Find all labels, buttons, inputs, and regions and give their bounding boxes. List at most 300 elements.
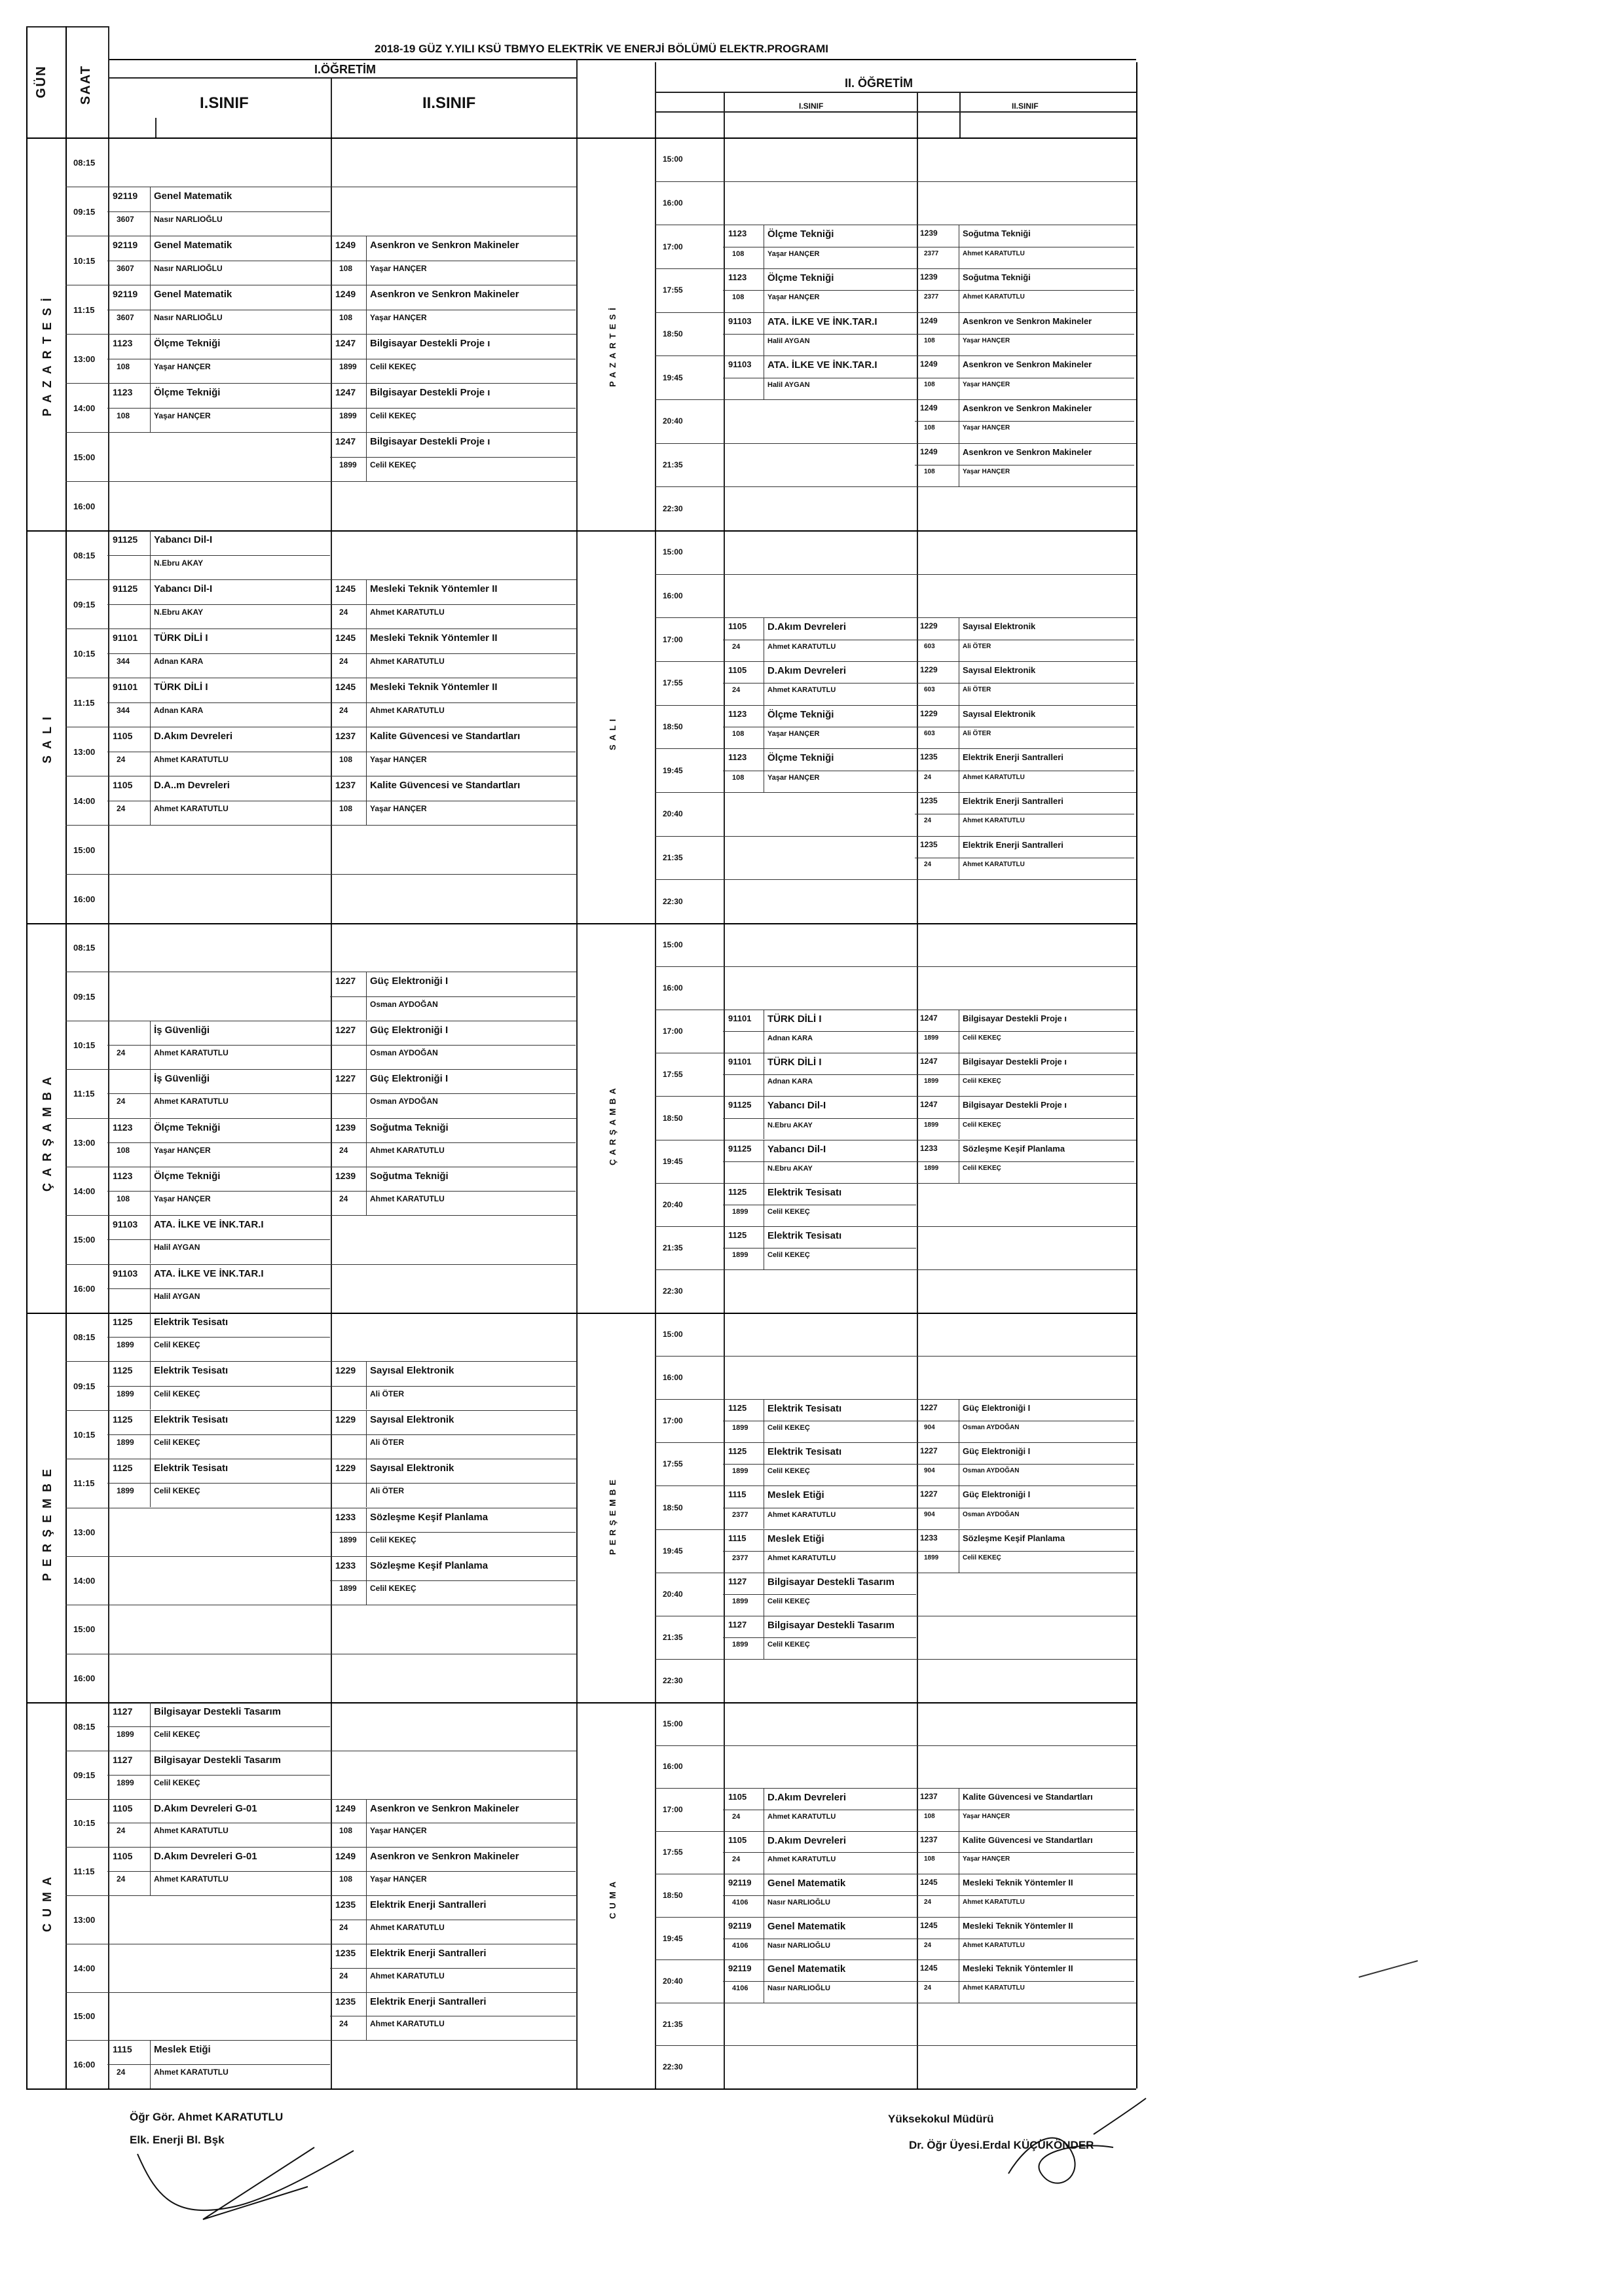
iio-s2-course-code: 1227 [920,1489,938,1499]
io-s2-inner-vline [366,334,367,383]
iio-s1-course-name: D.Akım Devreleri [767,1792,847,1803]
iio-time: 22:30 [663,1286,683,1296]
io-s1-room: 24 [117,1097,126,1106]
iio-s2-teacher: Ali ÖTER [963,686,991,693]
iio-time: 16:00 [663,591,683,600]
io-s2-inner-vline [366,1799,367,1848]
iio-s1-inner-line [723,1464,916,1465]
io-s2-teacher: Ali ÖTER [370,1486,405,1495]
io-time: 16:00 [73,501,96,511]
iio-s2-teacher: Yaşar HANÇER [963,468,1010,475]
iio-s2-room: 603 [924,730,935,737]
io-s1-course-code: 91125 [113,534,138,545]
iio-s1-course-code: 1123 [728,709,747,719]
day-label: ÇARŞAMBA [41,1070,54,1192]
iio-s2-course-code: 1245 [920,1963,938,1973]
iio-s1-room: 1899 [732,1597,748,1605]
io-time: 08:15 [73,1332,96,1342]
io-s2-course-code: 1237 [335,731,356,741]
io-s2-inner-vline [366,1167,367,1215]
io-tick [155,118,157,137]
io-s1-course-name: Elektrik Tesisatı [154,1365,229,1376]
io-s2-course-code: 1245 [335,632,356,643]
iio-time: 22:30 [663,2062,683,2071]
iio-time: 16:00 [663,1373,683,1382]
io-s1-teacher: Nasır NARLIOĞLU [154,313,223,322]
iio-s1-teacher: Ahmet KARATUTLU [767,686,836,694]
iio-s1-course-code: 1125 [728,1230,747,1240]
iio-row-line [655,1788,1136,1789]
io-s2-teacher: Ahmet KARATUTLU [370,608,445,617]
io-s1-inner-line [107,702,330,703]
io-time: 13:00 [73,354,96,364]
iio-row-line [655,1745,1136,1746]
iio-s1-course-name: TÜRK DİLİ I [767,1057,822,1068]
io-s2-course-name: Sözleşme Keşif Planlama [370,1560,489,1571]
io-time: 14:00 [73,1963,96,1973]
iio-s2-course-name: Bilgisayar Destekli Proje ı [963,1057,1067,1066]
iio-s2-teacher: Ali ÖTER [963,643,991,650]
io-s2-teacher: Yaşar HANÇER [370,755,427,764]
iio-s1-course-name: Ölçme Tekniği [767,709,834,720]
io-time: 08:15 [73,158,96,168]
iio-s2-room: 24 [924,1899,932,1906]
io-s1-inner-vline [150,530,151,579]
iio-s1-course-code: 91103 [728,359,752,369]
io-s1-inner-line [107,1093,330,1094]
io-s1-course-code: 1105 [113,1851,133,1861]
io-s1-room: 24 [117,2068,126,2077]
iio-s1-room: 108 [732,293,745,301]
iio-s2-room: 904 [924,1467,935,1474]
io-s2-inner-vline [366,1556,367,1605]
iio-row-line [655,792,1136,793]
iio-s1-room: 108 [732,250,745,258]
iio-s2-course-name: Kalite Güvencesi ve Standartları [963,1792,1093,1802]
io-s2-divider [331,77,332,2088]
io-s2-course-code: 1227 [335,1025,356,1035]
iio-s2-course-code: 1247 [920,1013,938,1023]
iio-s1-teacher: N.Ebru AKAY [767,1121,813,1129]
iio-s2-course-code: 1235 [920,796,938,805]
iio-row-line [655,1183,1136,1184]
io-s2-course-code: 1227 [335,975,356,986]
io-s1-inner-line [107,1239,330,1240]
io-s2-inner-line [330,1045,576,1046]
io-s2-room: 24 [339,1971,348,1980]
iio-s1-course-name: D.Akım Devreleri [767,1835,847,1846]
io-s2-course-code: 1235 [335,1996,356,2007]
iio-s1-course-code: 1125 [728,1446,747,1456]
iio-s1-course-name: Elektrik Tesisatı [767,1230,842,1241]
io-s1-course-name: Ölçme Tekniği [154,1171,221,1182]
footer-right-title: Yüksekokul Müdürü [888,2113,994,2125]
io-time: 09:15 [73,1770,96,1780]
io-s2-course-name: Bilgisayar Destekli Proje ı [370,338,490,349]
iio-time: 15:00 [663,547,683,556]
iio-s1-teacher: Yaşar HANÇER [767,730,820,738]
iio-s1-teacher: Halil AYGAN [767,381,810,389]
io-s1-divider [108,26,109,2088]
io-s2-inner-vline [366,1944,367,1992]
iio-s1-course-name: Ölçme Tekniği [767,228,834,240]
io-time: 16:00 [73,1284,96,1294]
iio-time: 20:40 [663,1977,683,1986]
io-s1-teacher: Yaşar HANÇER [154,1146,211,1155]
io-s1-course-name: D.A..m Devreleri [154,780,230,791]
io-s2-course-code: 1247 [335,387,356,397]
day-label: SALI [41,710,54,763]
io-s1-room: 24 [117,755,126,764]
iio-time: 15:00 [663,155,683,164]
io-s1-inner-line [107,604,330,605]
io-s1-inner-vline [150,678,151,727]
io-s2-course-name: Soğutma Tekniği [370,1122,449,1133]
iio-s2-course-name: Sözleşme Keşif Planlama [963,1533,1065,1543]
iio-s2-course-name: Mesleki Teknik Yöntemler II [963,1878,1073,1887]
io-s1-course-code: 91101 [113,682,138,692]
io-s2-teacher: Ali ÖTER [370,1389,405,1398]
iio-s2-room: 108 [924,468,935,475]
iio-s1-room: 4106 [732,1984,748,1992]
iio-s1-course-name: Yabancı Dil-I [767,1144,826,1155]
iio-row-line [655,1269,1136,1270]
io-time: 08:15 [73,1722,96,1732]
iio-s2-inner-line [915,1031,1134,1032]
iio-s1-room: 24 [732,1813,741,1821]
io-s1-room: 1899 [117,1389,134,1398]
iio-s2-course-name: Elektrik Enerji Santralleri [963,796,1063,806]
iio-sinif1-header: I.SINIF [799,101,824,111]
iio-row-line [655,181,1136,182]
iio-s2-room: 1899 [924,1121,939,1129]
io-s2-room: 108 [339,1826,353,1835]
io-s1-inner-line [107,1288,330,1289]
io-s1-course-code: 92119 [113,240,138,250]
iio-row-line [655,355,1136,356]
io-s1-inner-vline [150,1751,151,1799]
io-time: 15:00 [73,452,96,462]
iio-s1-inner-line [723,1594,916,1595]
io-s2-course-name: Sözleşme Keşif Planlama [370,1512,489,1523]
iio-s2-course-name: Sayısal Elektronik [963,709,1036,719]
iio-row-line [655,1917,1136,1918]
footer-left-title: Elk. Enerji Bl. Bşk [130,2134,225,2146]
io-s2-teacher: Ali ÖTER [370,1438,405,1447]
io-s1-room: 1899 [117,1486,134,1495]
day-separator [26,530,1136,532]
iio-s2-course-code: 1229 [920,621,938,630]
iio-time: 20:40 [663,1200,683,1209]
iio-s2-course-name: Sözleşme Keşif Planlama [963,1144,1065,1154]
io-s2-inner-line [330,1191,576,1192]
io-s1-teacher: N.Ebru AKAY [154,608,204,617]
iio-s2-teacher: Yaşar HANÇER [963,1855,1010,1863]
io-s1-course-code: 1125 [113,1414,133,1425]
io-s1-room: 3607 [117,313,134,322]
io-row-line [65,1069,576,1070]
iio-s2-teacher: Ahmet KARATUTLU [963,1942,1025,1949]
iio-s2-teacher: Osman AYDOĞAN [963,1424,1020,1431]
iio-s2-course-code: 1235 [920,840,938,849]
iio-s2-room: 108 [924,1813,935,1820]
io-s2-room: 24 [339,1923,348,1932]
io-time: 11:15 [73,1478,95,1488]
io-s2-room: 24 [339,706,348,715]
iio-s1-course-code: 1123 [728,752,747,762]
io-s2-course-code: 1235 [335,1899,356,1910]
io-s1-course-name: Bilgisayar Destekli Tasarım [154,1755,281,1766]
io-s1-course-name: Ölçme Tekniği [154,338,221,349]
iio-s2-course-code: 1233 [920,1533,938,1542]
io-s1-teacher: N.Ebru AKAY [154,558,204,568]
iio-time: 19:45 [663,1934,683,1943]
io-s1-course-name: Meslek Etiği [154,2044,211,2055]
iio-s1-teacher: Celil KEKEÇ [767,1467,810,1475]
io-s1-teacher: Ahmet KARATUTLU [154,1097,229,1106]
iio-s1-teacher: Adnan KARA [767,1078,813,1085]
io-s2-course-name: Bilgisayar Destekli Proje ı [370,387,490,398]
io-s1-teacher: Adnan KARA [154,657,204,666]
io-s2-teacher: Celil KEKEÇ [370,411,416,420]
io-s1-room: 3607 [117,215,134,224]
iio-s2-teacher: Ahmet KARATUTLU [963,774,1025,781]
iio-s2-inner-line [915,1551,1134,1552]
iio-s1-course-name: Elektrik Tesisatı [767,1446,842,1457]
iio-s2-course-code: 1245 [920,1921,938,1930]
iio-s1-teacher: Nasır NARLIOĞLU [767,1984,830,1992]
iio-s2-teacher: Osman AYDOĞAN [963,1511,1020,1518]
io-row-line [65,579,576,580]
iio-s1-teacher: Nasır NARLIOĞLU [767,1899,830,1906]
io-s1-course-code: 1125 [113,1317,133,1327]
iio-s1-room: 24 [732,1855,741,1863]
iio-time: 18:50 [663,329,683,338]
iio-s2-teacher: Celil KEKEÇ [963,1554,1001,1561]
ogretim2-header: II. ÖĞRETİM [845,77,913,90]
io-s1-teacher: Ahmet KARATUTLU [154,1874,229,1884]
io-s2-inner-line [330,1483,576,1484]
iio-s2-course-code: 1227 [920,1403,938,1412]
iio-s2-course-name: Bilgisayar Destekli Proje ı [963,1100,1067,1110]
io-s1-inner-line [107,1386,330,1387]
iio-s1-course-name: Meslek Etiği [767,1489,824,1501]
io-time: 13:00 [73,1527,96,1537]
iio-s2-course-name: Soğutma Tekniği [963,228,1031,238]
iio-s1-teacher: Ahmet KARATUTLU [767,1813,836,1821]
io-s2-inner-line [330,1093,576,1094]
iio-s1-teacher: Halil AYGAN [767,337,810,345]
io-s1-teacher: Ahmet KARATUTLU [154,1826,229,1835]
iio-time: 21:35 [663,1243,683,1252]
iio-s2-teacher: Yaşar HANÇER [963,337,1010,344]
io-s2-room: 1899 [339,411,357,420]
iio-s2-inner-line [915,1895,1134,1896]
iio-s1-course-code: 1105 [728,621,747,631]
iio-s2-course-code: 1237 [920,1792,938,1801]
io-s2-inner-vline [366,1069,367,1118]
io-time: 15:00 [73,1624,96,1634]
iio-s2-inner-line [915,290,1134,291]
table-bottom-line [26,2088,1136,2090]
io-time: 11:15 [73,305,95,315]
iio-s2-teacher: Ahmet KARATUTLU [963,861,1025,868]
iio-row-line [655,748,1136,749]
io-s2-course-code: 1239 [335,1122,356,1133]
iio-s1-inner-line [723,1031,916,1032]
io-s2-course-name: Asenkron ve Senkron Makineler [370,289,519,300]
io-s1-inner-vline [150,1069,151,1118]
io-row-line [65,1215,576,1216]
io-s2-room: 1899 [339,460,357,469]
io-s1-inner-line [107,211,330,212]
iio-s2-course-name: Elektrik Enerji Santralleri [963,752,1063,762]
io-s2-teacher: Yaşar HANÇER [370,804,427,813]
iio-s2-course-name: Bilgisayar Destekli Proje ı [963,1013,1067,1023]
iio-time: 16:00 [663,1762,683,1771]
iio-s1-course-name: Bilgisayar Destekli Tasarım [767,1620,895,1631]
io-s1-inner-vline [150,1167,151,1215]
iio-s2-room: 1899 [924,1034,939,1042]
iio-s1-course-code: 1125 [728,1403,747,1413]
io-s2-teacher: Celil KEKEÇ [370,1584,416,1593]
io-s1-room: 1899 [117,1438,134,1447]
io-s2-inner-vline [366,678,367,727]
io-time: 10:15 [73,256,96,266]
iio-time: 20:40 [663,1590,683,1599]
iio-s1-course-code: 1123 [728,272,747,282]
iio-row-line [655,2045,1136,2046]
iio-s1-course-name: Elektrik Tesisatı [767,1403,842,1414]
border-right [1136,62,1137,2088]
io-s1-room: 24 [117,1826,126,1835]
iio-s1-room: 1899 [732,1424,748,1432]
io-time: 09:15 [73,1381,96,1391]
io-s1-inner-line [107,1483,330,1484]
io-time: 16:00 [73,2060,96,2069]
io-s2-course-name: Sayısal Elektronik [370,1365,454,1376]
iio-s1-inner-line [723,1895,916,1896]
io-s2-course-code: 1229 [335,1365,356,1376]
iio-s1-course-code: 91101 [728,1057,752,1066]
iio-s2-inner-line [915,1981,1134,1982]
io-s1-inner-vline [150,1410,151,1459]
io-s1-teacher: Yaşar HANÇER [154,1194,211,1203]
io-s1-room: 344 [117,706,130,715]
io-s1-course-name: Yabancı Dil-I [154,534,213,545]
iio-s1-course-code: 91103 [728,316,752,326]
iio-s2-course-code: 1227 [920,1446,938,1455]
iio-s2-teacher: Ahmet KARATUTLU [963,817,1025,824]
iio-time: 21:35 [663,460,683,469]
io-s1-room: 344 [117,657,130,666]
iio-s1-course-code: 91125 [728,1144,752,1154]
io-s1-inner-line [107,1045,330,1046]
io-s2-course-name: Elektrik Enerji Santralleri [370,1996,487,2007]
day-separator [26,1702,1136,1704]
io-s1-teacher: Celil KEKEÇ [154,1778,200,1787]
io-s2-inner-line [330,604,576,605]
iio-time: 19:45 [663,1157,683,1166]
iio-row-line [655,1399,1136,1400]
iio-s2-inner-line [915,1118,1134,1119]
iio-s1-teacher: Yaşar HANÇER [767,293,820,301]
io-s1-teacher: Halil AYGAN [154,1292,200,1301]
io-s1-course-name: Ölçme Tekniği [154,1122,221,1133]
saat-header: SAAT [79,65,93,105]
io-s2-room: 108 [339,804,353,813]
io-time: 14:00 [73,403,96,413]
iio-s2-inner-line [915,1464,1134,1465]
iio-s1-course-code: 1115 [728,1533,747,1543]
io-time: 10:15 [73,1040,96,1050]
io-s1-inner-line [107,653,330,654]
signature-left [98,2121,373,2239]
iio-s2-course-name: Elektrik Enerji Santralleri [963,840,1063,850]
io-s1-teacher: Ahmet KARATUTLU [154,804,229,813]
iio-s1-course-name: Genel Matematik [767,1963,846,1975]
iio-s2-course-code: 1239 [920,272,938,282]
io-s1-inner-vline [150,285,151,334]
io-s1-inner-vline [150,383,151,432]
io-s2-teacher: Yaşar HANÇER [370,1826,427,1835]
io-s2-course-name: Sayısal Elektronik [370,1414,454,1425]
io-s2-course-name: Kalite Güvencesi ve Standartları [370,731,521,742]
iio-s2-teacher: Ahmet KARATUTLU [963,1899,1025,1906]
io-s2-course-code: 1249 [335,240,356,250]
io-s1-course-code: 1105 [113,780,133,790]
iio-s2-course-code: 1233 [920,1144,938,1153]
io-s1-inner-vline [150,1361,151,1410]
io-s1-course-name: ATA. İLKE VE İNK.TAR.I [154,1268,264,1279]
io-s1-inner-line [107,408,330,409]
iio-time: 15:00 [663,940,683,949]
iio-s2-teacher: Osman AYDOĞAN [963,1467,1020,1474]
iio-row-line [655,399,1136,400]
io-s1-inner-line [107,555,330,556]
iio-time: 15:00 [663,1719,683,1728]
iio-s1-teacher: Adnan KARA [767,1034,813,1042]
iio-row-line [655,1442,1136,1443]
io-s2-inner-line [330,1532,576,1533]
io-time: 14:00 [73,796,96,806]
iio-s1-course-code: 1105 [728,665,747,675]
io-row-line [65,1895,576,1896]
io-row-line [65,1410,576,1411]
iio-s1-course-name: Elektrik Tesisatı [767,1187,842,1198]
iio-s2-room: 904 [924,1511,935,1518]
io-s1-course-name: TÜRK DİLİ I [154,632,208,644]
io-time: 08:15 [73,943,96,953]
io-s1-inner-vline [150,1313,151,1361]
iio-s1-teacher: Celil KEKEÇ [767,1597,810,1605]
io-s2-inner-vline [366,1459,367,1507]
iio-s2-course-code: 1249 [920,359,938,369]
io-s2-inner-line [330,457,576,458]
io-s2-inner-vline [366,1895,367,1944]
io-s1-inner-line [107,2064,330,2065]
iio-time: 22:30 [663,504,683,513]
io-s1-teacher: Halil AYGAN [154,1243,200,1252]
io-s2-course-code: 1249 [335,1851,356,1861]
io-time: 16:00 [73,1673,96,1683]
iio-s1-inner-line [723,1074,916,1075]
io-s1-course-name: Elektrik Tesisatı [154,1317,229,1328]
iio-row-line [655,1096,1136,1097]
io-s2-teacher: Celil KEKEÇ [370,362,416,371]
day-label-secondary: ÇARŞAMBA [608,1084,618,1165]
io-s2-teacher: Ahmet KARATUTLU [370,657,445,666]
